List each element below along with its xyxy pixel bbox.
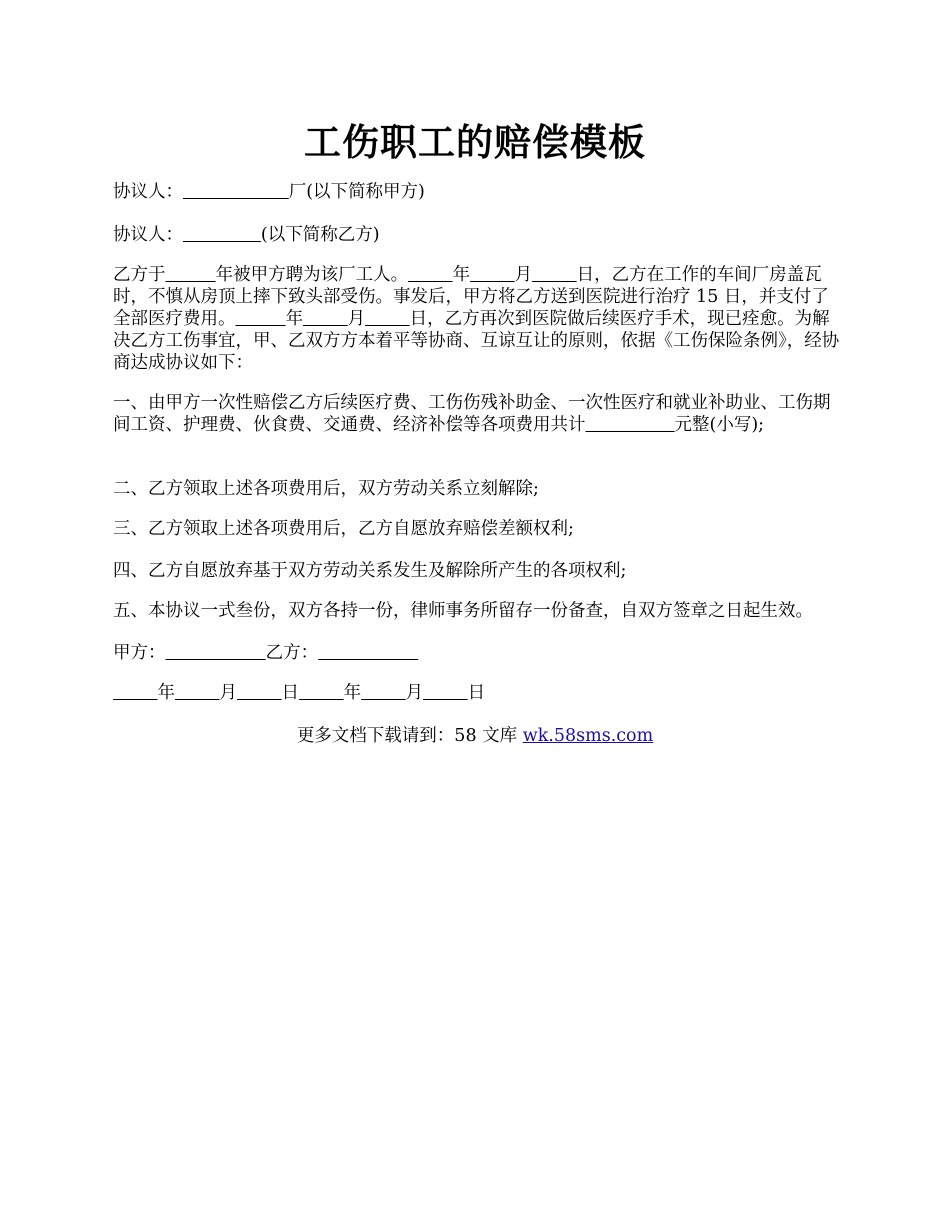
body-paragraph — [113, 264, 843, 374]
party-a-blank — [183, 182, 289, 202]
date-line — [113, 682, 843, 704]
blank-field — [236, 309, 286, 329]
clause-3: 三、乙方领取上述各项费用后，乙方自愿放弃赔偿差额权利; — [113, 519, 574, 539]
body-text: 乙方于 — [113, 265, 166, 285]
year-b-label: 年 — [343, 683, 362, 703]
blank-field — [365, 309, 410, 329]
signature-line — [113, 642, 843, 664]
month-b-label: 月 — [405, 683, 424, 703]
clause-1-text: 一、由甲方一次性赔偿乙方后续医疗费、工伤伤残补助金、一次性医疗和就业补助业、工伤期间工资、护理费、伙食费、交通费、经济补偿等各项费用共计 — [113, 393, 831, 435]
party-b-signature-label: 乙方： — [265, 643, 319, 663]
blank-field — [470, 265, 515, 285]
year-a-label: 年 — [157, 683, 176, 703]
party-b-signature-blank — [318, 643, 418, 663]
day-b-blank — [423, 683, 468, 703]
body-text: 日，乙方在工作的车间厂房盖瓦时，不慎从房顶上摔下致头部受伤。事发后，甲方将乙方送到医院进行治疗 15 日，并支付了全部医疗费用。 — [113, 265, 829, 329]
day-a-blank — [237, 683, 282, 703]
party-b-line — [113, 224, 843, 246]
day-a-label: 日 — [281, 683, 300, 703]
day-b-label: 日 — [467, 683, 486, 703]
year-b-blank — [299, 683, 344, 703]
body-text: 月 — [347, 309, 366, 329]
footer-text: 更多文档下载请到：58 文库 — [296, 726, 523, 746]
party-a-suffix: 厂(以下简称甲方) — [288, 182, 425, 202]
year-a-blank — [113, 683, 158, 703]
clause-1-suffix: 元整(小写); — [674, 415, 765, 435]
body-text: 年被甲方聘为该厂工人。 — [215, 265, 409, 285]
clause-5: 五、本协议一式叁份，双方各持一份，律师事务所留存一份备查，自双方签章之日起生效。 — [113, 601, 813, 621]
body-text: 日，乙方再次到医院做后续医疗手术，现已痊愈。为解决乙方工伤事宜，甲、乙双方方本着平等协商、互谅互让的原则，依据《工伤保险条例》，经协商达成协议如下： — [113, 309, 840, 373]
party-a-line — [113, 181, 843, 203]
party-a-signature-blank — [166, 643, 266, 663]
month-a-blank — [175, 683, 220, 703]
clause-2: 二、乙方领取上述各项费用后，双方劳动关系立刻解除; — [113, 479, 539, 499]
month-b-blank — [361, 683, 406, 703]
month-a-label: 月 — [219, 683, 238, 703]
document-title: 工伤职工的赔偿模板 — [304, 120, 646, 164]
party-a-label: 协议人： — [113, 182, 183, 202]
clause-4: 四、乙方自愿放弃基于双方劳动关系发生及解除所产生的各项权利; — [113, 561, 627, 581]
footer — [0, 722, 950, 747]
blank-field — [303, 309, 348, 329]
blank-field — [166, 265, 216, 285]
party-b-blank — [183, 225, 261, 245]
amount-blank — [586, 415, 675, 435]
blank-field — [532, 265, 577, 285]
body-text: 年 — [285, 309, 304, 329]
footer-link[interactable]: wk.58sms.com — [522, 726, 654, 746]
party-b-suffix: (以下简称乙方) — [260, 225, 380, 245]
body-text: 月 — [514, 265, 533, 285]
clause-1 — [113, 392, 843, 436]
blank-field — [408, 265, 453, 285]
party-b-label: 协议人： — [113, 225, 183, 245]
party-a-signature-label: 甲方： — [113, 643, 166, 663]
body-text: 年 — [452, 265, 471, 285]
